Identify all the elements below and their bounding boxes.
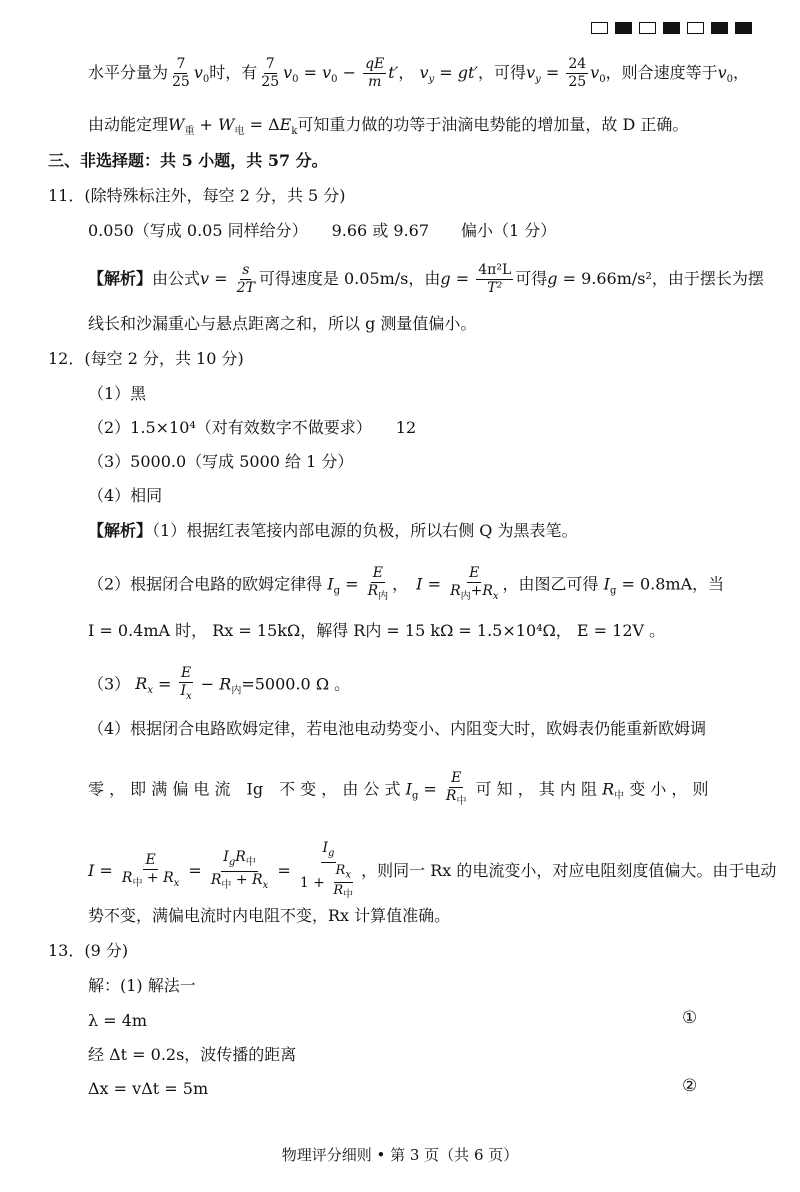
- header-squares: [591, 22, 752, 34]
- q13-line-4: Δx = vΔt = 5m: [88, 1079, 209, 1098]
- q12-analysis-3: （3） $R_x$ = $\frac{E}{I_x}$ − $R_内=5000.0$ Ω 。: [88, 665, 351, 702]
- section-heading: 三、非选择题：共 5 小题，共 57 分。: [48, 151, 328, 170]
- q12-title: 12．(每空 2 分，共 10 分): [48, 349, 244, 368]
- q11-analysis-line-2: 线长和沙漏重心与悬点距离之和，所以 g 测量值偏小。: [88, 314, 477, 333]
- q12-analysis-2-cont: I = 0.4mA 时， Rx = 15kΩ，解得 R内 = 15 kΩ = 1.5×10⁴Ω， E = 12V 。: [88, 621, 666, 640]
- q12-analysis-4-line-3: I = $\frac{E}{R_中 + R_x}$ = $\frac{I_gR_中}{R_中 + R_x}$ = $I_g$ 1 + $\frac{R_x}{R_中}$ ，则同一 Rx 的电流变小，对应电阻刻度值偏大。由于电动: [88, 840, 777, 901]
- q12-analysis-1: 【解析】（1）根据红表笔接内部电源的负极，所以右侧 Q 为黑表笔。: [88, 521, 578, 540]
- q11-answers: 0.050（写成 0.05 同样给分） 9.66 或 9.67 偏小（1 分）: [88, 221, 557, 240]
- q12-answer-1: （1）黑: [88, 384, 147, 403]
- q11-title: 11．(除特殊标注外，每空 2 分，共 5 分): [48, 186, 346, 205]
- q13-line-1: 解：(1) 解法一: [88, 976, 196, 995]
- q12-answer-4: （4）相同: [88, 486, 163, 505]
- q12-analysis-4-line-4: 势不变，满偏电流时内电阻不变，Rx 计算值准确。: [88, 906, 451, 925]
- q13-title: 13．(9 分): [48, 941, 129, 960]
- square-filled-icon: [615, 22, 632, 34]
- square-filled-icon: [663, 22, 680, 34]
- q11-analysis-line-1: 【解析】由公式v = $\frac{s}{2T}$ 可得速度是 0.05m/s，由g = $\frac{\text{4π²L}}{\text{T²}}$ 可得g = 9.66m/s²，由于摆长为摆: [88, 262, 764, 296]
- square-filled-icon: [711, 22, 728, 34]
- square-icon: [591, 22, 608, 34]
- q12-analysis-4-line-2: 零 ， 即 满 偏 电 流 Ig 不 变 ， 由 公 式 $I_g$ = $\frac{E}{R_中}$ 可 知 ， 其 内 阻 $R_中$ 变 小 ， 则: [88, 770, 709, 807]
- q13-line-2: λ = 4m: [88, 1011, 148, 1030]
- answer-line-2: 由动能定理$W_重 + W_电 = \Delta E_k$可知重力做的功等于油滴电势能的增加量，故 D 正确。: [88, 115, 689, 138]
- q12-analysis-2: （2）根据闭合电路的欧姆定律得 $I_g$ = $\frac{E}{R_内}$ ， I = $\frac{E}{R_内+R_x}$ ，由图乙可得 $I_g = 0.8mA$，当: [88, 565, 725, 602]
- score-mark-1: ①: [682, 1008, 698, 1028]
- score-mark-2: ②: [682, 1076, 698, 1096]
- q12-answer-3: （3）5000.0（写成 5000 给 1 分）: [88, 452, 354, 471]
- square-icon: [687, 22, 704, 34]
- q12-answer-2: （2）1.5×10⁴（对有效数字不做要求） 12: [88, 418, 417, 437]
- q13-line-3: 经 Δt = 0.2s，波传播的距离: [88, 1045, 297, 1064]
- answer-line-1: 水平分量为 $\frac{7}{25}$ $v_0$时，有 $\frac{7}{25}$ $v_0 = v_0$ − $\frac{qE}{m}$ t′， $v_y = gt'$，可得$v_y$ = $\frac{24}{25}$ $v_0$，则合速度等于$v_0$，: [88, 56, 750, 90]
- square-filled-icon: [735, 22, 752, 34]
- page-footer: 物理评分细则 • 第 3 页（共 6 页）: [281, 1146, 519, 1164]
- q12-analysis-4-line-1: （4）根据闭合电路欧姆定律，若电池电动势变小、内阻变大时，欧姆表仍能重新欧姆调: [88, 719, 707, 738]
- square-icon: [639, 22, 656, 34]
